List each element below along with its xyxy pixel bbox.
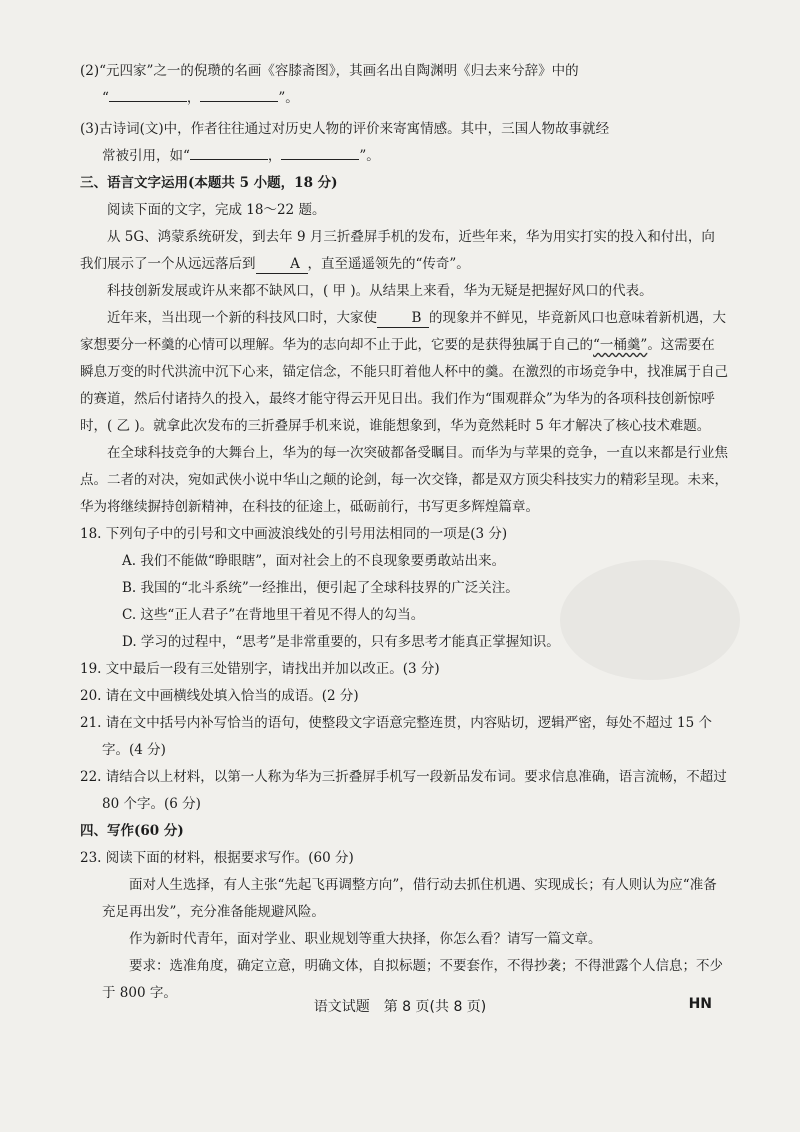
q17-2-sep: ， — [186, 90, 201, 106]
region-code: HN — [688, 996, 712, 1012]
question-18: 18. 下列句子中的引号和文中画波浪线处的引号用法相同的一项是(3 分) — [80, 526, 508, 542]
passage-para-4: 在全球科技竞争的大舞台上，华为的每一次突破都备受瞩目。而华为与苹果的竞争，一直以来都是行业焦点。二者的对决，宛如武侠小说中华山之颠的论剑，每一次交锋，都是双方顶尖科技实力的精彩呈现。未来，华为将继续摒持创新精神，在科技的征途上，砥砺前行，书写更多辉煌篇章。 — [80, 445, 728, 515]
passage-para-3 — [80, 305, 728, 440]
q18-option-a[interactable]: A. 我们不能做“睁眼瞎”，面对社会上的不良现象要勇敢站出来。 — [122, 553, 506, 569]
question-20: 20. 请在文中画横线处填入恰当的成语。(2 分) — [80, 688, 359, 704]
writing-prompt: 作为新时代青年，面对学业、职业规划等重大抉择，你怎么看？请写一篇文章。 — [129, 931, 602, 947]
question-17-2 — [80, 58, 728, 112]
q17-3-quote-close: ”。 — [359, 148, 380, 164]
wavy-underlined-quote: “一桶羹” — [593, 337, 648, 353]
page-number-label: 语文试题 第 8 页(共 8 页) — [313, 999, 487, 1015]
q18-option-c[interactable]: C. 这些“正人君子”在背地里干着见不得人的勾当。 — [122, 607, 425, 623]
q17-2-quote-close: ”。 — [278, 90, 299, 106]
para1-text-b: ，直至遥遥领先的“传奇”。 — [307, 256, 470, 272]
para3-text-a: 近年来，当出现一个新的科技风口时，大家使 — [107, 310, 377, 326]
section4-heading: 四、写作(60 分) — [80, 823, 184, 839]
answer-blank-1[interactable] — [109, 101, 187, 102]
q17-2-quote-open: “ — [102, 90, 109, 106]
passage-para-2: 科技创新发展或许从来都不缺风口，( 甲 )。从结果上来看，华为无疑是把握好风口的代表。 — [107, 283, 653, 299]
question-21: 21. 请在文中括号内补写恰当的语句，使整段文字语意完整连贯，内容贴切，逻辑严密，每处不超过 15 个字。(4 分) — [80, 715, 713, 758]
answer-blank-4[interactable] — [281, 159, 359, 160]
q17-3-text-prefix: 常被引用，如“ — [102, 148, 190, 164]
question-17-3 — [80, 116, 728, 170]
answer-blank-3[interactable] — [190, 159, 268, 160]
answer-blank-2[interactable] — [200, 101, 278, 102]
blank-a[interactable]: A — [256, 255, 308, 274]
para3-text-b: 的现象并不鲜见，毕竟新风口也意味着新机遇，大家想要分一杯羹的心情可以理解。华为的志向却不止于此，它要的是获得独属于自己的 — [80, 310, 726, 353]
q17-3-text: (3)古诗词(文)中，作者往往通过对历史人物的评价来寄寓情感。其中，三国人物故事就经 — [80, 121, 610, 137]
exam-page — [80, 58, 728, 1007]
reading-intro: 阅读下面的文字，完成 18～22 题。 — [107, 202, 326, 218]
passage-para-1 — [80, 224, 728, 278]
question-22: 22. 请结合以上材料，以第一人称为华为三折叠屏手机写一段新品发布词。要求信息准确，语言流畅，不超过 80 个字。(6 分) — [80, 769, 727, 812]
question-23: 23. 阅读下面的材料，根据要求写作。(60 分) — [80, 850, 354, 866]
section3-heading: 三、语言文字运用(本题共 5 小题，18 分) — [80, 175, 338, 191]
writing-material: 面对人生选择，有人主张“先起飞再调整方向”，借行动去抓住机遇、实现成长；有人则认为应“准备充足再出发”，充分准备能规避风险。 — [102, 877, 717, 920]
question-19: 19. 文中最后一段有三处错别字，请找出并加以改正。(3 分) — [80, 661, 440, 677]
q18-option-d[interactable]: D. 学习的过程中，“思考”是非常重要的，只有多思考才能真正掌握知识。 — [122, 634, 560, 650]
para3-text-c: 。这需要在瞬息万变的时代洪流中沉下心来，锚定信念，不能只盯着他人杯中的羹。在激烈的市场竞争中，找准属于自己的赛道，然后付诸持久的投入，最终才能守得云开见日出。我们作为“围观群众”为华为的各项科技创新惊呼时，( 乙 )。就拿此次发布的三折叠屏手机来说，谁能想象到，华为竟然耗时 5 年才解决了核心技术难题。 — [80, 337, 728, 434]
writing-requirements: 要求：选准角度，确定立意，明确文体，自拟标题；不要套作，不得抄袭；不得泄露个人信息；不少于 800 字。 — [102, 958, 723, 1001]
q17-2-text: (2)“元四家”之一的倪瓒的名画《容膝斋图》，其画名出自陶渊明《归去来兮辞》中的 — [80, 63, 579, 79]
para1-text-a: 从 5G、鸿蒙系统研发，到去年 9 月三折叠屏手机的发布，近些年来，华为用实打实的投入和付出，向我们展示了一个从远远落后到 — [80, 229, 715, 272]
q18-option-b[interactable]: B. 我国的“北斗系统”一经推出，便引起了全球科技界的广泛关注。 — [122, 580, 519, 596]
q17-3-sep: ， — [267, 148, 282, 164]
blank-b[interactable]: B — [377, 309, 429, 328]
